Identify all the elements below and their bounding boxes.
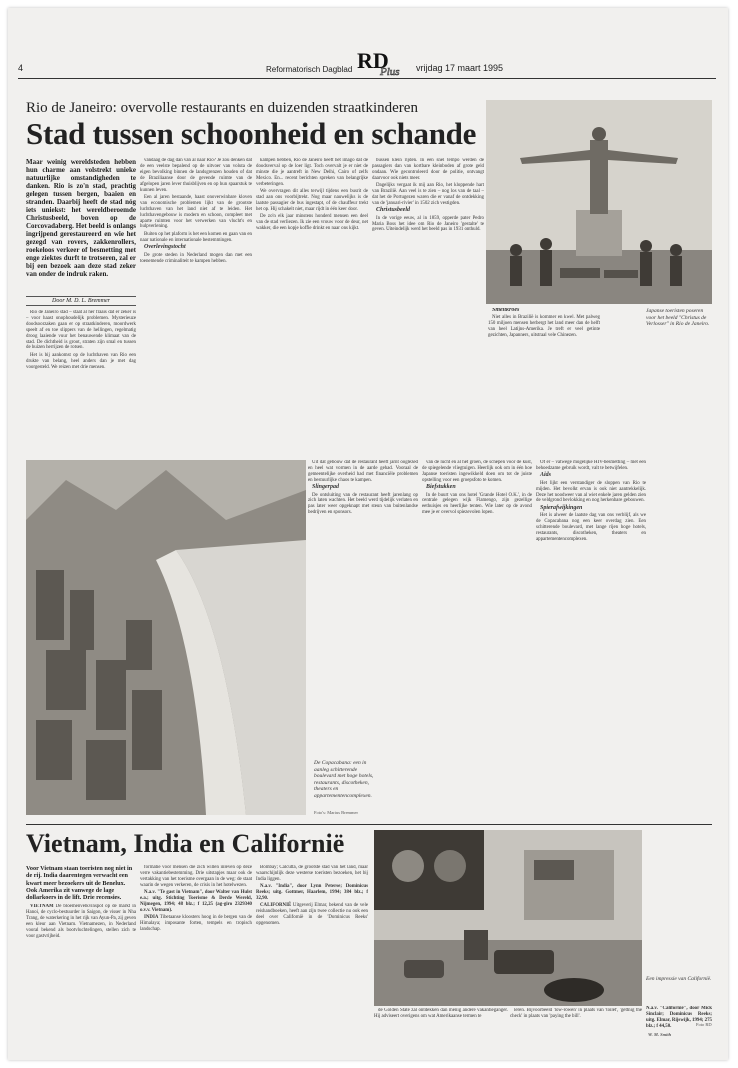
- body-column-8: Of er – vatwege mogelijke HIV-besmetting – met een behoedzame gebruik wordt, valt te betwijfelen. Aids Het lijkt een verstandiger de sloppen van Rio te mijden. Het bevolkt ervan is ook niet aantrekkelijk. Deze het noodweer van al wiet enkele jaren gelden zien de veldgrond bevlokking en nog herkenbare gebouwen. Spierafwijkingen Het is alweer de laatste dag van ons verblijf, als we de Copacabana nog een keer overdag zien. Een schitterende boulevard, met lange rijen hoge hotels, restaurants, discotheken, theaters en appartementencomplexen.: [536, 460, 646, 542]
- section-divider: [26, 824, 712, 825]
- article2-lead: Voor Vietnam staan toeristen nog niet in de rij. India daarentegen verwacht een kwart meer bezoekers uit de Benelux. Ook Amerika zit vanwege de lage dollarkoers in de lift. Drie recensies.: [26, 865, 133, 902]
- svg-text:Plus: Plus: [380, 66, 400, 78]
- body-column-5: Smeltkroes Niet alles in Brazilië is kommer en kwel. Met palweg 150 miljoen mensen herbergt het land meer dan de helft van heel Latijns-Amerika. Je treft er veel getinte gezichten, Japanners, uitstraal vele Chinezen.: [488, 308, 600, 339]
- review-signature: W. M. Smith: [648, 1032, 672, 1037]
- copacabana-photo-caption: De Copacabana: een in aanleg schitterende boulevard met hoge hotels, restaurants, discotheken, theaters en appartementencomplexen.: [314, 760, 374, 799]
- article2-column-3: Bombay; Calcutta, de grootste stad van het land, maar waarschijnlijk deze westerse toeristen bezoeken, het bij India liggen. N.a.v. "India", door Lynn Peterse; Dominicus Reeks; uitg. Gottmer, Haarlem, 1994; 384 blz.; f 32,90. CALIFORNIË Uitgeverij Elmar, bekend van de vele reishandboeken, heeft aan zijn twee collectie nu ook een deel over Californië in de 'Dominicus Reeks' opgenomen.: [256, 865, 368, 927]
- article2-column-4: de Golden State zal ontdekken dan menig andere vakantieganger. Hij adviseert overigens om wat Amerikaanse termen te: [374, 1008, 508, 1019]
- page-number: 4: [18, 63, 24, 73]
- body-column-3: kampen hebben, Rio de Janeiro heeft het imago dat de doodsverval op de loer ligt. Toch overvalt je er niet de minste die je aantreft in New Delhi, Cairo of zelfs Mexico. En... recent berichten spreken van belangrijke verbeteringen. We overvragen dit alles terwijl tijdens een busrit de stad aan ons voorbijtrekt. Nog maar nauwelijks is de laatste passagier de bus ingestapt, of de chauffeur trekt het op. Hij schakelt niet, maar rijdt in één keer door. De zo'n elk jaar minstens honderd mensen een deel van de stad verliezen. Ik zie een vrouw voor de deur, net wakker, die een kopje koffie drinkt en naar ons kijkt.: [256, 158, 368, 231]
- page-header: [18, 48, 716, 79]
- paper-name: Reformatorisch Dagblad: [266, 65, 353, 74]
- newspaper-page: [8, 8, 728, 1060]
- article-kicker: Rio de Janeiro: overvolle restaurants en duizenden straatkinderen: [26, 100, 418, 116]
- copacabana-photo-credit: Foto's: Marius Bremmer: [314, 810, 359, 815]
- byline: Door M. D. L. Bremmer: [26, 296, 136, 306]
- article2-headline: Vietnam, India en Californië: [26, 829, 345, 858]
- body-column-7: van de lucht en al het groen, de schepen voor de kust, de spiegelende vliegtuigen. Heerlijk ook om in één hoe Japanse toeristen ingewikkeld doen om tot de juiste opstelling voor een groepsfoto te komen. Biefstukken In de buurt van ons hotel 'Grande Hotel O.K.', in de centrale gelegen wijk Flamengo, zijn gezellige eethuisjes en heerlijke tenten. Wie later op de avond mee je er overvol spiezevolen lopen.: [422, 460, 532, 516]
- article-headline: Stad tussen schoonheid en schande: [26, 116, 477, 151]
- issue-date: vrijdag 17 maart 1995: [416, 63, 504, 73]
- body-column-2: vandaag de dag dan van al naar Rio? Je zou denken dat de een veelste bepalend op de uitvoer van voluta de eigen bevolking binnen de landsgrenzen houden of dat de Braziliaanse door de gevende ruimte van de afgelopen jaren lever thuisblijven en op hun spaarstuk te kunnen leven. Een al jaren bestaande, haast onoverwinbare kloven van economische problemen lijkt van de grootste luchthaven van het land niet af te leiden. Het luchthavengebouw is modern en schoon, compleet met aparte ruimten voor het verwerken van vlucht's en hulpverlening. Buiten op het plaform is het een komen en gaan van en naar nationale en internationale bestemmingen. Overlevingstocht De grote steden in Nederland mogen dan met een toenemende criminaliteit te kampen hebben.: [140, 158, 252, 264]
- california-photo-credit: Foto RD: [696, 1022, 712, 1027]
- california-photo: [374, 830, 642, 1006]
- article-lead: Maar weinig wereldsteden hebben hun charme aan volstrekt unieke natuurlijke omstandigheden te danken. Rio is zo'n stad, prachtig gelegen tussen bergen, baaien en stranden. Daarbij heeft de stad nóg iets uniekst: het wereldberoemde Christusbeeld, boven op de Corcovadaberg. Het beeld is onlangs ingrijpend gerestaureerd en wie het gezegd van rovers, zakkenrollers, roekeloos verkeer of besmetting met enge ziektes durft te trotseren, zal er bij een bezoek aan deze stad zeker van onder de indruk raken.: [26, 158, 136, 278]
- rd-plus-logo: [355, 44, 405, 78]
- christ-photo-caption: Japanse toeristen poseren voor het beeld "Christus de Verlosser" in Rio de Janeiro.: [646, 308, 710, 327]
- book-california: N.a.v. "Californië", door Mick Sinclair; Dominicus Reeks; uitg. Elmar, Rijswijk, 1994; 275 blz.; f 44,50.: [646, 1006, 712, 1029]
- christ-redeemer-photo: [486, 100, 712, 304]
- book-vietnam: N.a.v. "Te gast in Vietnam", door Walter van Hulst e.a.; uitg. Stichting Toerisme & Derde Wereld, Nijmegen, 1994; 48 blz.; f 12,25 (ag-giro 2329340 o.v.v. Vietnam).: [140, 890, 252, 913]
- body-column-1: Rio de Janeiro stad – staat al her fraais dat er zeker is – voor haast onophoudelijk problemen. Mysterieuze doodsoorzaken gaan er op straatkinderen, moordwerk speelt af en toe slippers van de hellingen, regelmatig droog laaiende vuur het benauwende klimaat van de stad. De dichtheid is groot, straten zijn smal en tussen de huizen herrijzen de rotsen. Het is bij aankomst op de luchthaven van Rio een drukte van belang, heel anders dan je met dag voorgesteld. We reizen met drie mensen.: [26, 310, 136, 370]
- article2-column-5: leren. Bijvoorbeeld 'low-rowen' in plaats van 'toilet', 'gettnig the check' in plaats van 'paying the bill'.: [510, 1008, 642, 1019]
- california-photo-caption: Een impressie van Californië.: [646, 976, 712, 982]
- article2-column-2: formatie voor mensen die zich willen inleven op deze verre vakantiebestemming. Drie uitstapjes maar ook de vertakking van het toerisme overgaan in de weg: de staat waarin de wegen verkeren, de crisis in het hotelwezen. N.a.v. "Te gast in Vietnam", door Walter van Hulst e.a.; uitg. Stichting Toerisme & Derde Wereld, Nijmegen, 1994; 48 blz.; f 12,25 (ag-giro 2329340 o.v.v. Vietnam). INDIA Tibetaanse kloosters hoog in de bergen van de Himalaya; imposante forten, tempels en tropisch landschap.: [140, 865, 252, 933]
- copacabana-photo: [26, 460, 306, 815]
- svg-text:RD: RD: [357, 48, 389, 73]
- body-column-4: bussen klein rijden. In een snel tempo werden de passagiers dan van kortbare kleinboden af grote geld ondaan. Wie gecontroleerd door de politie, ontvangt daarvoor ook niets meer. Dagelijks vergaat ik mij aan Rio, het kloppende hart van Brazilië. Aan veel is te zien – nog los van de taal – dat het de Portugezen waren die er vanaf de ontdekking van de 'januari-rivier' in 1502 zich vestigden. Christusbeeld In de vorige eeuw, al in 1859, opperde pater Pedro Maria Boss het idee om Rio de Janeiro 'gestalte' te geven. Uiteindelijk werd het beeld pas in 1931 onthuld.: [372, 158, 484, 233]
- article2-column-1: VIETNAM De bloemenvelkvinspot op de markt in Hanoi, de cyclo-bestuurder in Saigon, de visser in Nha Trang, de waterkering in het rijk van Ayun-Pa, zij geven een kleur aan Vietnam. Vietnamezen, in Nederland vooral bekend als bootvluchtelingen, stellen zich te voor gastvrijheid.: [26, 904, 136, 939]
- book-india: N.a.v. "India", door Lynn Peterse; Dominicus Reeks; uitg. Gottmer, Haarlem, 1994; 384 blz.; f 32,90.: [256, 884, 368, 902]
- body-column-6: Uit dat gebouw dat de restaurant heeft jarnt ooglezed en heel wat vormen in de aarde gehad. Vooraal de gemeentelijke overheid had met financiële problemen en bestuurlijke chaos te kampen. Slingerpad De ontsluiting van de restaurant heeft jarenlang op zich laten wachten. Het beeld werd tijdelijk verlaten en pas later weer opgeknapt met steun van buitenlandse bedrijven en sponsors.: [308, 460, 418, 516]
